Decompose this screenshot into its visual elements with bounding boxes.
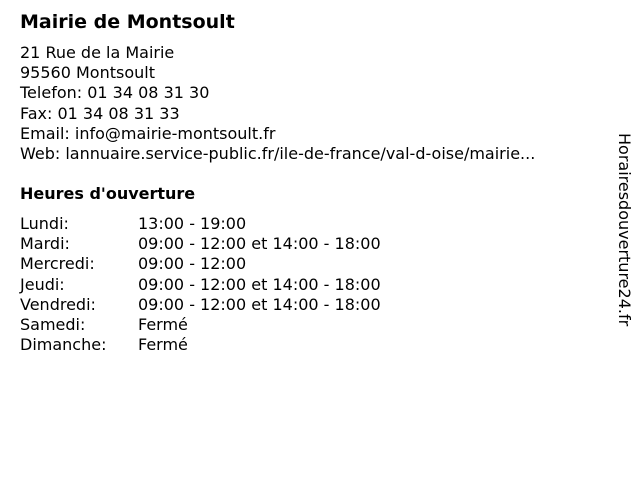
hours-row-jeudi xyxy=(20,275,440,295)
time-value: 09:00 - 12:00 xyxy=(138,254,247,274)
street-address: 21 Rue de la Mairie xyxy=(20,43,175,62)
day-label: Vendredi: xyxy=(20,294,96,314)
hours-row-samedi xyxy=(20,315,440,335)
time-value: 09:00 - 12:00 et 14:00 - 18:00 xyxy=(138,294,381,314)
hours-row-lundi xyxy=(20,214,440,234)
time-value: 09:00 - 12:00 et 14:00 - 18:00 xyxy=(138,234,381,254)
site-watermark: Horairesdouverture24.fr xyxy=(615,133,634,327)
day-label: Mardi: xyxy=(20,234,70,254)
email-line: Email: info@mairie-montsoult.fr xyxy=(20,123,276,143)
time-value: 13:00 - 19:00 xyxy=(138,214,247,233)
time-value: Fermé xyxy=(138,335,188,355)
hours-row-mercredi xyxy=(20,254,440,274)
address-block xyxy=(20,43,535,164)
time-value: Fermé xyxy=(138,314,188,334)
day-label: Mercredi: xyxy=(20,254,95,274)
day-label: Lundi: xyxy=(20,214,69,233)
day-label: Jeudi: xyxy=(20,274,65,294)
day-label: Dimanche: xyxy=(20,335,107,355)
hours-row-vendredi xyxy=(20,295,440,315)
page-title: Mairie de Montsoult xyxy=(20,11,235,33)
opening-hours-list xyxy=(20,214,440,355)
city-postcode: 95560 Montsoult xyxy=(20,63,155,83)
time-value: 09:00 - 12:00 et 14:00 - 18:00 xyxy=(138,274,381,294)
fax-line: Fax: 01 34 08 31 33 xyxy=(20,103,180,123)
day-label: Samedi: xyxy=(20,314,86,334)
hours-row-dimanche xyxy=(20,335,440,355)
hours-row-mardi xyxy=(20,234,440,254)
web-line: Web: lannuaire.service-public.fr/ile-de-france/val-d-oise/mairie... xyxy=(20,144,536,164)
hours-heading: Heures d'ouverture xyxy=(20,184,196,203)
phone-line: Telefon: 01 34 08 31 30 xyxy=(20,83,210,103)
